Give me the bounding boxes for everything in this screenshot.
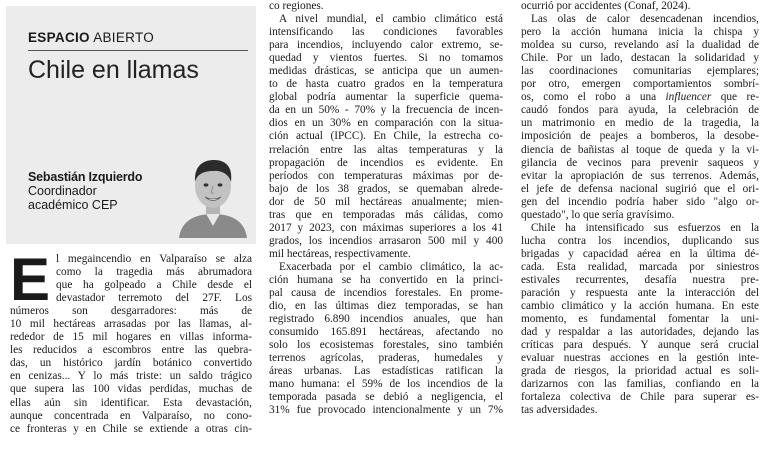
text-line: evitar la apropiación de sus terrenos. Además, <box>521 169 759 182</box>
text-line: brigadas y capacidad aérea en la última dé- <box>521 247 759 260</box>
text-line: paración y respuesta ante la interacción del <box>521 287 759 300</box>
text-line: caudó fondos para ayuda, la celebración de <box>521 104 759 117</box>
text-line: como la tragedia más abrumadora <box>56 266 252 279</box>
text-line: co regiones. <box>269 0 324 12</box>
text-line: críticas para después. Y aunque será crucial <box>521 339 759 352</box>
text-line: dios en un 30% en comparación con la situa- <box>269 117 503 130</box>
text-line: fortaleza colectiva de Chile para superar es- <box>521 391 759 404</box>
text-line: dio, en las últimas diez temporadas, se han <box>269 300 503 313</box>
paragraph-4-end <box>521 0 759 13</box>
text-line: Exacerbada por el cambio climático, la ac- <box>279 260 503 273</box>
text-line: temporada pasada se debió a negligencia, el <box>269 391 503 404</box>
text-line: imposición de peajes a bomberos, la desobe- <box>521 130 759 143</box>
text-line: mil hectáreas, respectivamente. <box>269 247 411 260</box>
text-line: A nivel mundial, el cambio climático está <box>279 13 503 26</box>
text-line: das, un histórico jardín botánico convertido <box>10 357 252 370</box>
article-column-1 <box>10 246 252 436</box>
text-line: darizarnos con las familias, confiando en la <box>521 378 759 391</box>
paragraph-3 <box>269 13 503 261</box>
text-line: que ha golpeado a Chile desde el <box>56 279 252 292</box>
text-line: rrelación entre las altas temperaturas y la <box>269 143 503 156</box>
text-line: to de hasta cuatro grados en la temperatura <box>269 78 503 91</box>
text-line: questado", lo que sería gravísimo. <box>521 208 675 221</box>
article-column-2 <box>269 0 503 418</box>
text-line: cada. Esta realidad, marcada por siniestros <box>521 260 759 273</box>
paragraph-6 <box>521 222 759 418</box>
text-line: ción actual (IPCC). En Chile, la estrecha co- <box>269 130 503 143</box>
text-line: el jefe de defensa nacional sugirió que el ori- <box>521 182 759 195</box>
text-line: lucha contra los incendios, duplicando sus <box>521 234 759 247</box>
text-line: quedad y vientos fuertes. Si no tomamos <box>269 52 503 65</box>
text-line: Las olas de calor desencadenan incendios, <box>531 13 759 26</box>
article-column-3 <box>521 0 759 418</box>
paragraph-4 <box>269 261 503 418</box>
author-block <box>28 170 142 212</box>
text-line: las coordinaciones comunitarias ejemplares; <box>521 65 759 78</box>
text-line: ción humana se ha convertido en la princi- <box>269 273 503 286</box>
text-line: devastador terremoto del 27F. Los <box>56 292 252 305</box>
text-line: pero la acción humana inicia la chispa y <box>521 26 759 39</box>
text-line: gen del incendio podría haber sido "algo or- <box>521 195 759 208</box>
text-line: gilancia de vecinos para prevenir saqueos y <box>521 156 759 169</box>
section-label-bold: ESPACIO <box>28 30 90 45</box>
text-line: momento, es fundamental fomentar la uni- <box>521 313 759 326</box>
text-line: moldea su curso, revelando así la dualidad de <box>521 39 759 52</box>
text-line: grada de riesgos, la prioridad actual es soli- <box>521 365 759 378</box>
text-line: da en un 50% - 70% y la frecuencia de incen- <box>269 104 503 117</box>
text-line: aunque concentrada en Valparaíso, no cono- <box>10 409 252 422</box>
text-line: períodos con temperaturas máximas por de- <box>269 169 503 182</box>
text-line: ocurrió por accidentes (Conaf, 2024). <box>521 0 691 12</box>
text-line: 31% fue provocado intencionalmente y un 7% <box>269 404 503 417</box>
text-line: que supera las 100 vidas perdidas, muchas de <box>10 383 252 396</box>
text-line: un matrimonio en medio de la tragedia, la <box>521 117 759 130</box>
text-line: consumido 165.891 hectáreas, afectando no <box>269 326 503 339</box>
text-line: grados, los incendios arrasaron 500 mil y 400 <box>269 234 503 247</box>
author-role-line2: académico CEP <box>28 198 118 212</box>
section-divider <box>28 50 248 51</box>
paragraph-5 <box>521 13 759 222</box>
section-label-light: ABIERTO <box>93 30 155 45</box>
text-line: intensificando las condiciones favorables <box>269 26 503 39</box>
paragraph-2-end <box>269 0 503 13</box>
text-line: evaluar nuestras acciones en la gestión inte- <box>521 352 759 365</box>
text-line: 2017 y 2023, con máximas superiores a los 41 <box>269 221 503 234</box>
text-line: rededor de 15 mil hogares en villas informa- <box>10 331 252 344</box>
text-line: ellas aún sin identificar. Esta devastación, <box>10 396 252 409</box>
text-line: números son desgarradores: más de <box>10 305 252 318</box>
text-line: global podría aumentar la superficie quema- <box>269 91 503 104</box>
text-line: tas adversidades. <box>521 404 598 417</box>
author-name: Sebastián Izquierdo <box>28 170 143 184</box>
text-line: medidas drásticas, se anticipa que un aumen- <box>269 65 503 78</box>
text-line: mano humana: el 59% de los incendios de la <box>269 378 503 391</box>
section-label <box>28 30 154 45</box>
text-line: os, como el robo a una influencer que re- <box>521 91 759 104</box>
text-line: 10 mil hectáreas arrasadas por las llamas, al- <box>10 318 252 331</box>
text-line: ce fronteras y en Chile se extiende a otras cin- <box>10 422 252 435</box>
text-line: dad y respaldar a las autoridades, dejando las <box>521 326 759 339</box>
text-line: cambio climático y la acción humana. En este <box>521 300 759 313</box>
text-line: Chile ha intensificado sus esfuerzos en la <box>531 221 759 234</box>
text-line: l megaincendio en Valparaíso se alza <box>56 253 252 265</box>
text-line: diencia de bañistas al toque de queda y la vi- <box>521 143 759 156</box>
text-line: Chile. Por un lado, destacan la solidaridad y <box>521 52 759 65</box>
text-line: áreas urbanas. Las estadísticas ratifican la <box>269 365 503 378</box>
drop-cap: E <box>10 246 51 313</box>
text-line: para incendios, incluyendo calor extremo, se- <box>269 39 503 52</box>
author-portrait <box>177 152 249 238</box>
text-line: dor de 50 mil hectáreas anualmente; mien- <box>269 195 503 208</box>
text-line: registrado 6.890 incendios anuales, que han <box>269 313 503 326</box>
text-line: bajo de los 38 grados, se quemaban alrede- <box>269 182 503 195</box>
author-role-line1: Coordinador <box>28 184 97 198</box>
headline: Chile en llamas <box>28 56 199 84</box>
text-line: les reducidos a escombros entre las quebra- <box>10 344 252 357</box>
text-line: pal causa de incendios forestales. En prome- <box>269 287 503 300</box>
text-line: tras que en temporadas más cálidas, como <box>269 208 503 221</box>
text-line: propagación de incendios es evidente. En <box>269 156 503 169</box>
text-line: solo los ecosistemas forestales, sino también <box>269 339 503 352</box>
text-line: en cenizas... Y lo más triste: un saldo trágico <box>10 370 252 383</box>
header-panel <box>6 6 256 244</box>
text-line: por otro, emergen comportamientos sombrí- <box>521 78 759 91</box>
text-line: estivales recurrentes, desafía nuestra pre- <box>521 273 759 286</box>
text-line: terrenos agrícolas, praderas, humedales y <box>269 352 503 365</box>
